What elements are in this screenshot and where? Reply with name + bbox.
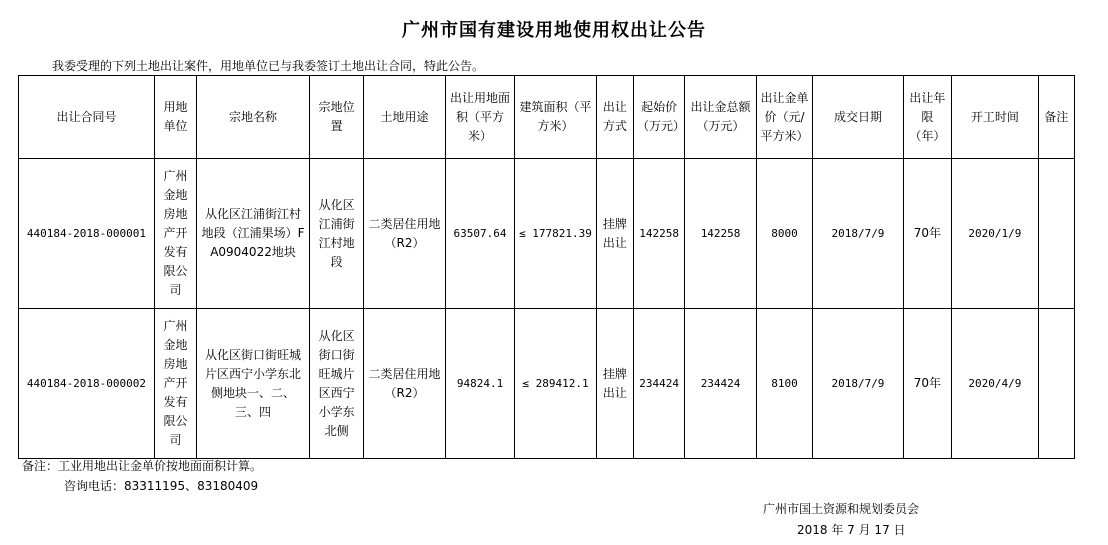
contract-number-cell: 440184-2018-000001 [19, 159, 155, 309]
land-area-cell: 94824.1 [445, 309, 514, 459]
header-cell: 出让合同号 [19, 76, 155, 159]
header-cell: 出让年限（年） [903, 76, 951, 159]
unit-price-cell: 8000 [756, 159, 812, 309]
start-date-cell: 2020/1/9 [952, 159, 1039, 309]
table-row [19, 159, 1075, 309]
building-area-cell: ≤ 177821.39 [515, 159, 597, 309]
contact-phone: 咨询电话：83311195、83180409 [64, 479, 259, 493]
deal-date-cell: 2018/7/9 [813, 309, 904, 459]
starting-price-cell: 234424 [634, 309, 685, 459]
header-cell: 起始价（万元） [634, 76, 685, 159]
land-user-cell: 广州金地房地产开发有限公司 [154, 159, 196, 309]
transfer-method-cell: 挂牌出让 [596, 159, 633, 309]
land-use-cell: 二类居住用地（R2） [364, 159, 446, 309]
table-row [19, 309, 1075, 459]
transfer-method-cell: 挂牌出让 [596, 309, 633, 459]
footnote: 备注：工业用地出让金单价按地面面积计算。 [22, 459, 263, 473]
term-cell: 70年 [903, 159, 951, 309]
table-header-row [19, 76, 1075, 159]
header-cell: 宗地名称 [197, 76, 310, 159]
header-cell: 用地单位 [154, 76, 196, 159]
header-cell: 成交日期 [813, 76, 904, 159]
deal-date-cell: 2018/7/9 [813, 159, 904, 309]
header-cell: 出让方式 [596, 76, 633, 159]
land-user-cell: 广州金地房地产开发有限公司 [154, 309, 196, 459]
remark-cell [1038, 309, 1074, 459]
parcel-name-cell: 从化区江浦街江村地段（江浦果场）FA0904022地块 [197, 159, 310, 309]
unit-price-cell: 8100 [756, 309, 812, 459]
total-price-cell: 234424 [685, 309, 756, 459]
intro-text: 我委受理的下列土地出让案件，用地单位已与我委签订土地出让合同，特此公告。 [52, 59, 485, 73]
land-use-cell: 二类居住用地（R2） [364, 309, 446, 459]
remark-cell [1038, 159, 1074, 309]
header-cell: 土地用途 [364, 76, 446, 159]
issue-date: 2018 年 7 月 17 日 [797, 523, 906, 537]
header-cell: 建筑面积（平方米） [515, 76, 597, 159]
parcel-location-cell: 从化区江浦街江村地段 [309, 159, 363, 309]
parcel-location-cell: 从化区街口街旺城片区西宁小学东北侧 [309, 309, 363, 459]
building-area-cell: ≤ 289412.1 [515, 309, 597, 459]
issuer-name: 广州市国土资源和规划委员会 [763, 502, 920, 516]
start-date-cell: 2020/4/9 [952, 309, 1039, 459]
header-cell: 开工时间 [952, 76, 1039, 159]
land-area-cell: 63507.64 [445, 159, 514, 309]
header-cell: 出让金单价（元/平方米） [756, 76, 812, 159]
header-cell: 出让金总额（万元） [685, 76, 756, 159]
page-title: 广州市国有建设用地使用权出让公告 [402, 20, 706, 41]
starting-price-cell: 142258 [634, 159, 685, 309]
parcel-name-cell: 从化区街口街旺城片区西宁小学东北侧地块一、二、三、四 [197, 309, 310, 459]
total-price-cell: 142258 [685, 159, 756, 309]
term-cell: 70年 [903, 309, 951, 459]
header-cell: 出让用地面积（平方米） [445, 76, 514, 159]
land-transfer-table [18, 75, 1075, 459]
header-cell: 宗地位置 [309, 76, 363, 159]
contract-number-cell: 440184-2018-000002 [19, 309, 155, 459]
header-cell: 备注 [1038, 76, 1074, 159]
